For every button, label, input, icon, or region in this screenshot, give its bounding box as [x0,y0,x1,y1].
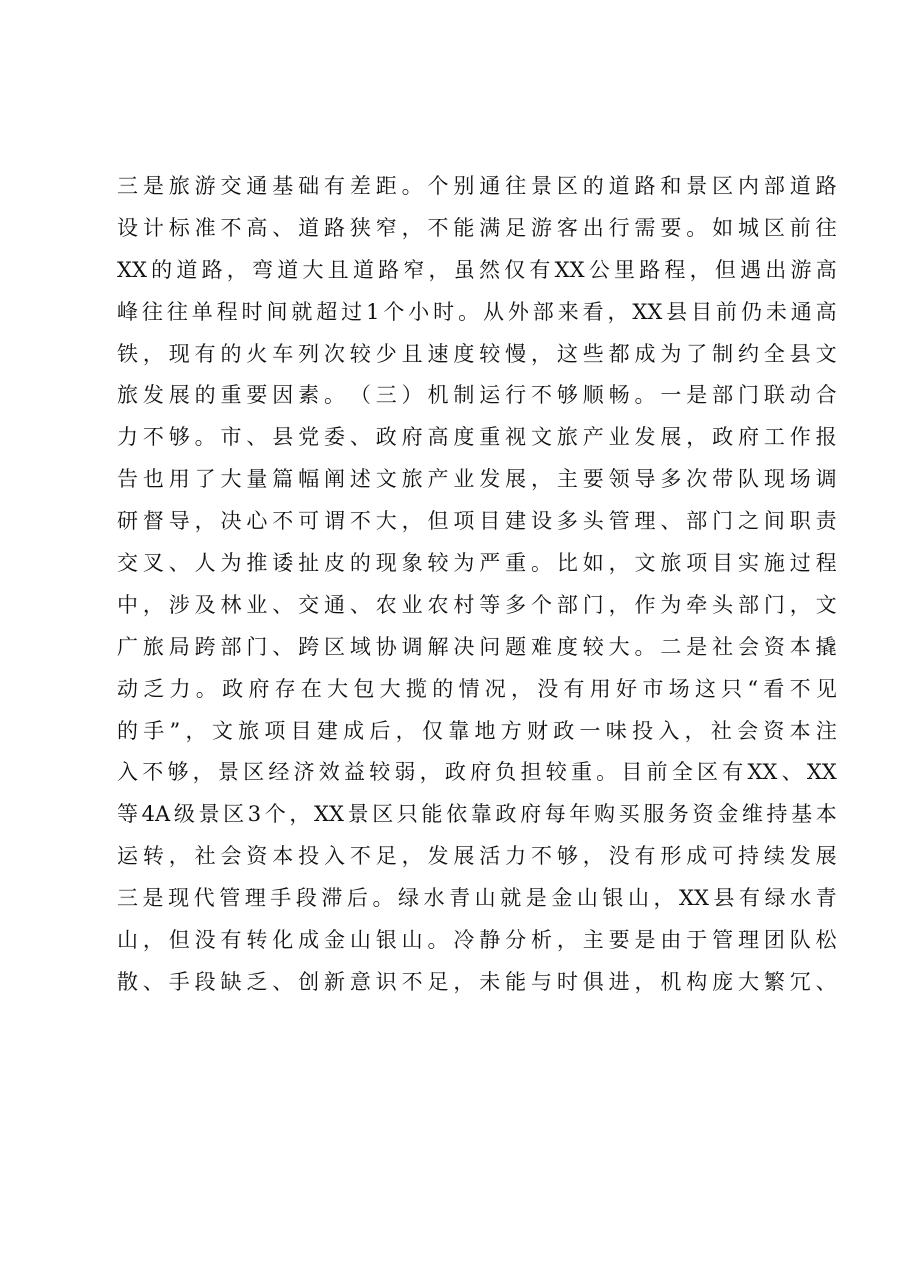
text-line: 三 是 现 代 管 理 手 段 滞 后 。 绿 水 青 山 就 是 金 山 银 山 ， XX 县 有 绿 水 青 [117,886,837,911]
text-line: 入 不 够 ， 景 区 经 济 效 益 较 弱 ， 政 府 负 担 较 重 。 目 前 全 区 有 XX 、 XX [117,760,837,785]
text-line: 三 是 旅 游 交 通 基 础 有 差 距 。 个 别 通 往 景 区 的 道 路 和 景 区 内 部 道 路 [117,174,837,198]
text-line: 铁 ， 现 有 的 火 车 列 次 较 少 且 速 度 较 慢 ， 这 些 都 成 为 了 制 约 全 县 文 [117,341,837,366]
text-line: 告 也 用 了 大 量 篇 幅 阐 述 文 旅 产 业 发 展 ， 主 要 领 导 多 次 带 队 现 场 调 [117,467,837,492]
text-line: 交 叉 、 人 为 推 诿 扯 皮 的 现 象 较 为 严 重 。 比 如 ， 文 旅 项 目 实 施 过 程 [117,551,837,576]
text-line: 峰 往 往 单 程 时 间 就 超 过 1 个 小 时 。 从 外 部 来 看 ， XX 县 目 前 仍 未 通 高 [117,299,837,324]
text-line: 散 、 手 段 缺 乏 、 创 新 意 识 不 足 ， 未 能 与 时 俱 进 ， 机 构 庞 大 繁 冗 、 [117,969,837,994]
text-line: 中 ， 涉 及 林 业 、 交 通 、 农 业 农 村 等 多 个 部 门 ， 作 为 牵 头 部 门 ， 文 [117,592,837,617]
text-line: 山 ， 但 没 有 转 化 成 金 山 银 山 。 冷 静 分 析 ， 主 要 是 由 于 管 理 团 队 松 [117,928,837,953]
body-text [117,166,837,1004]
text-line: 研 督 导 ， 决 心 不 可 谓 不 大 ， 但 项 目 建 设 多 头 管 理 、 部 门 之 间 职 责 [117,509,837,534]
text-line: 运 转 ， 社 会 资 本 投 入 不 足 ， 发 展 活 力 不 够 ， 没 有 形 成 可 持 续 发 展 [117,844,837,869]
text-line: 旅 发 展 的 重 要 因 素 。 （ 三 ） 机 制 运 行 不 够 顺 畅 。 一 是 部 门 联 动 合 [117,383,837,408]
text-line: 的 手 ” ， 文 旅 项 目 建 成 后 ， 仅 靠 地 方 财 政 一 味 投 入 ， 社 会 资 本 注 [117,718,837,743]
text-line: 设 计 标 准 不 高 、 道 路 狭 窄 ， 不 能 满 足 游 客 出 行 需 要 。 如 城 区 前 往 [117,215,837,240]
text-line: 力 不 够 。 市 、 县 党 委 、 政 府 高 度 重 视 文 旅 产 业 发 展 ， 政 府 工 作 报 [117,425,837,450]
text-line: 等 4A 级 景 区 3 个 ， XX 景 区 只 能 依 靠 政 府 每 年 购 买 服 务 资 金 维 持 基 本 [117,802,837,827]
text-line: 广 旅 局 跨 部 门 、 跨 区 域 协 调 解 决 问 题 难 度 较 大 。 二 是 社 会 资 本 撬 [117,634,837,659]
text-line: 动 乏 力 。 政 府 存 在 大 包 大 揽 的 情 况 ， 没 有 用 好 市 场 这 只 “ 看 不 见 [117,676,837,701]
text-line: XX 的 道 路 ， 弯 道 大 且 道 路 窄 ， 虽 然 仅 有 XX 公 里 路 程 ， 但 遇 出 游 高 [117,257,837,282]
